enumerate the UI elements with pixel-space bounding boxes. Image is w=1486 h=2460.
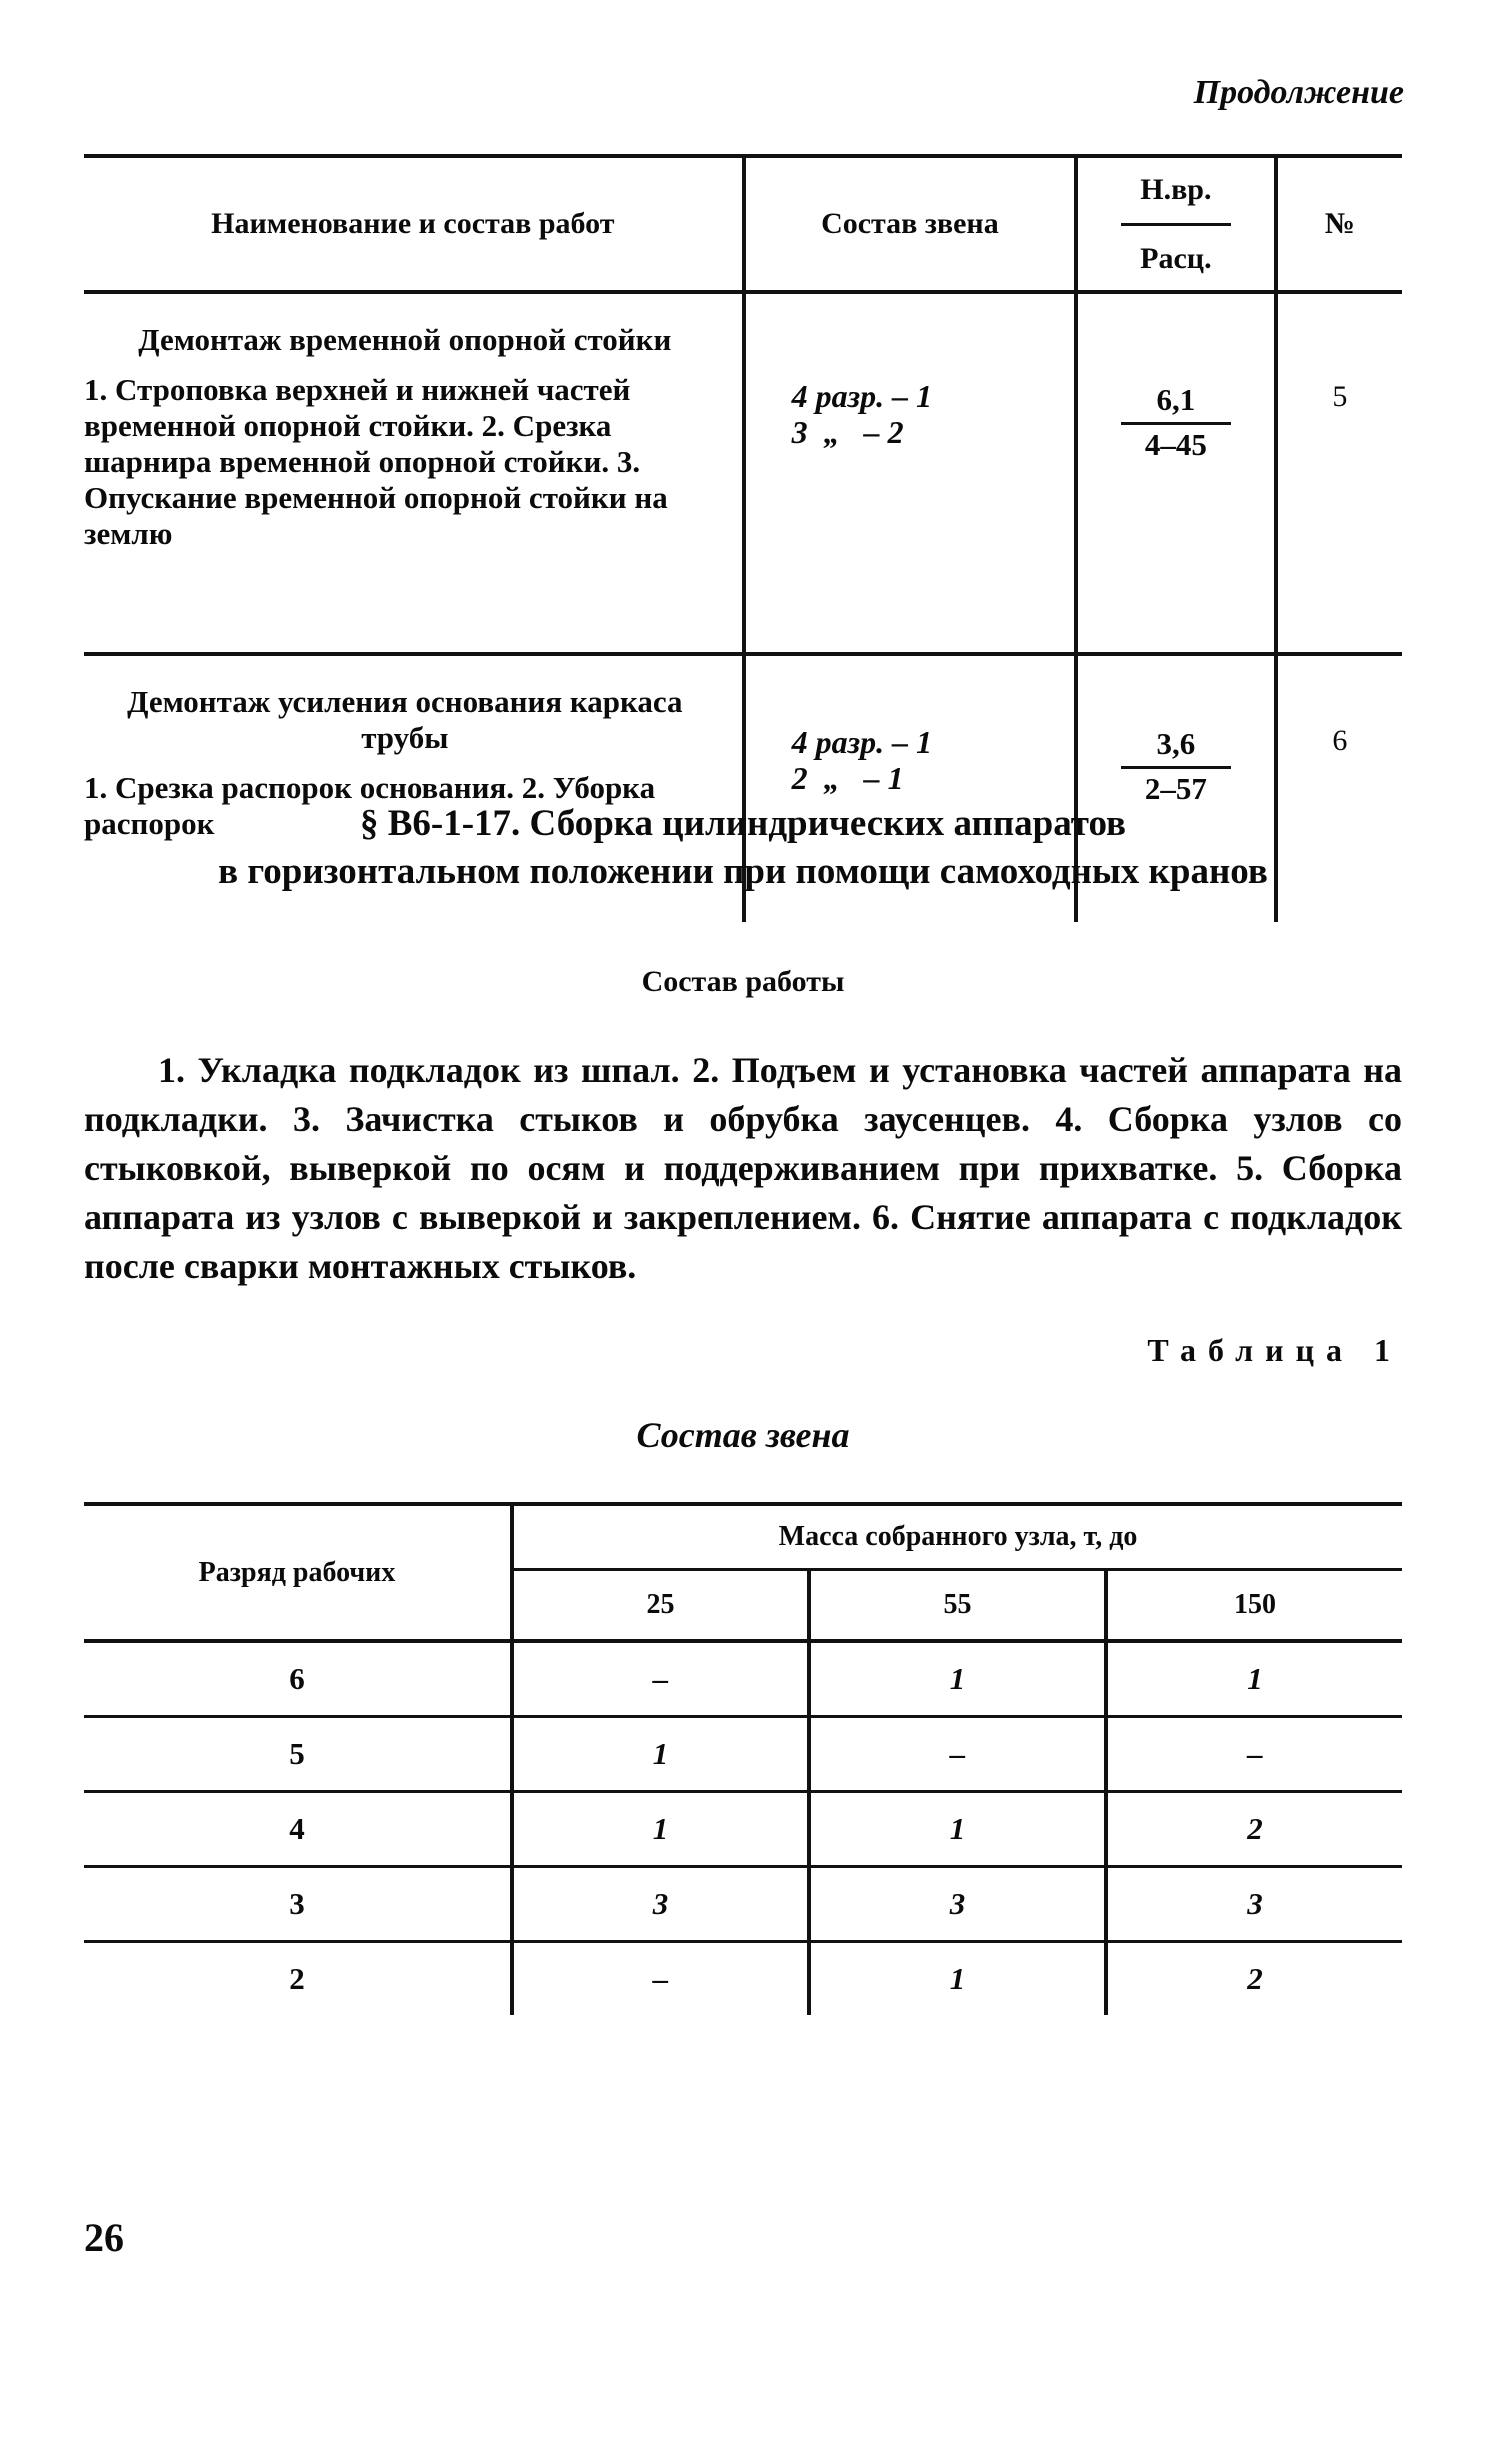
rank-cell: 3 — [84, 1867, 512, 1942]
row-number: 5 — [1276, 292, 1402, 654]
rank-cell: 2 — [289, 1961, 305, 1996]
row-number: 6 — [1276, 654, 1402, 922]
table-row — [84, 1867, 1402, 1942]
fraction-bar — [1121, 422, 1231, 425]
rank-cell: 5 — [84, 1717, 512, 1792]
table-row — [84, 1641, 1402, 1717]
header-mass: Масса собранного узла, т, до — [512, 1504, 1402, 1570]
value-cell: 2 — [1106, 1792, 1402, 1867]
header-rate: Расц. — [1140, 241, 1212, 275]
value-cell: 1 — [809, 1641, 1106, 1717]
work-composition-text: 1. Укладка подкладок из шпал. 2. Подъем и установка частей аппарата на подкладки. 3. Зачистка стыков и обрубка заусенцев. 4. Сборка узлов со стыковкой, выверкой по осям и поддерживанием при прихватке. 5. Сборка аппарата из узлов с выверкой и закреплением. 6. Снятие аппарата с подкладок после сварки монтажных стыков. — [84, 1050, 1402, 1286]
value-cell: – — [809, 1717, 1106, 1792]
crew-line: 4 разр. – 1 — [791, 724, 933, 760]
table-row — [84, 1942, 1402, 2016]
value-cell: – — [1106, 1717, 1402, 1792]
crew-cell — [744, 292, 1076, 654]
value-cell: – — [512, 1641, 809, 1717]
header-number: № — [1276, 156, 1402, 292]
section-heading — [84, 800, 1402, 896]
table-row — [84, 1717, 1402, 1792]
table-row — [84, 292, 1402, 654]
table-row — [84, 1792, 1402, 1867]
value-cell: 1 — [809, 1792, 1106, 1867]
work-composition-heading: Состав работы — [641, 965, 845, 998]
fraction-bar — [1121, 223, 1231, 226]
section-heading-line: § В6-1-17. Сборка цилиндрических аппаратов — [359, 803, 1127, 844]
table-caption: Состав звена — [636, 1415, 850, 1455]
header-norm — [1076, 156, 1275, 292]
header-rank: Разряд рабочих — [84, 1504, 512, 1641]
value-cell: 3 — [1106, 1867, 1402, 1942]
work-description: 1. Строповка верхней и нижней частей временной опорной стойки. 2. Срезка шарнира временной опорной стойки. 3. Опускание временной опорной стойки на землю — [84, 372, 668, 551]
value-cell: 1 — [512, 1717, 809, 1792]
value-cell: 3 — [809, 1867, 1106, 1942]
header-mass-col: 55 — [809, 1570, 1106, 1642]
norm-time: 3,6 — [1156, 726, 1196, 761]
value-cell: – — [512, 1942, 809, 2016]
value-cell: 1 — [512, 1792, 809, 1867]
value-cell: 3 — [512, 1867, 809, 1942]
work-title: Демонтаж временной опорной стойки — [138, 322, 672, 357]
rank-cell: 4 — [84, 1792, 512, 1867]
header-norm-time: Н.вр. — [1140, 172, 1212, 206]
crew-line: 3 „ – 2 — [791, 414, 904, 450]
rate: 2–57 — [1144, 771, 1207, 806]
header-crew: Состав звена — [744, 156, 1076, 292]
work-description: 1. Срезка распорок основания. 2. Уборка распорок — [84, 770, 656, 841]
header-mass-col: 150 — [1106, 1570, 1402, 1642]
value-cell: 1 — [809, 1942, 1106, 2016]
value-cell: 1 — [1106, 1641, 1402, 1717]
header-work: Наименование и состав работ — [84, 156, 744, 292]
table-label: Таблица 1 — [1147, 1332, 1402, 1368]
norm-cell — [1076, 292, 1275, 654]
rate: 4–45 — [1144, 427, 1207, 462]
continued-label: Продолжение — [1193, 74, 1404, 111]
work-cell — [84, 292, 744, 654]
crew-composition-table — [84, 1502, 1402, 2015]
norm-time: 6,1 — [1156, 382, 1196, 417]
section-heading-line: в горизонтальном положении при помощи самоходных кранов — [218, 851, 1268, 892]
page-number: 26 — [84, 2215, 124, 2260]
value-cell: 2 — [1106, 1942, 1402, 2016]
fraction-bar — [1121, 766, 1231, 769]
crew-line: 2 „ – 1 — [791, 760, 904, 796]
rank-cell: 6 — [84, 1641, 512, 1717]
header-mass-col: 25 — [512, 1570, 809, 1642]
crew-line: 4 разр. – 1 — [791, 378, 933, 414]
work-title: Демонтаж усиления основания каркаса трубы — [127, 684, 683, 755]
